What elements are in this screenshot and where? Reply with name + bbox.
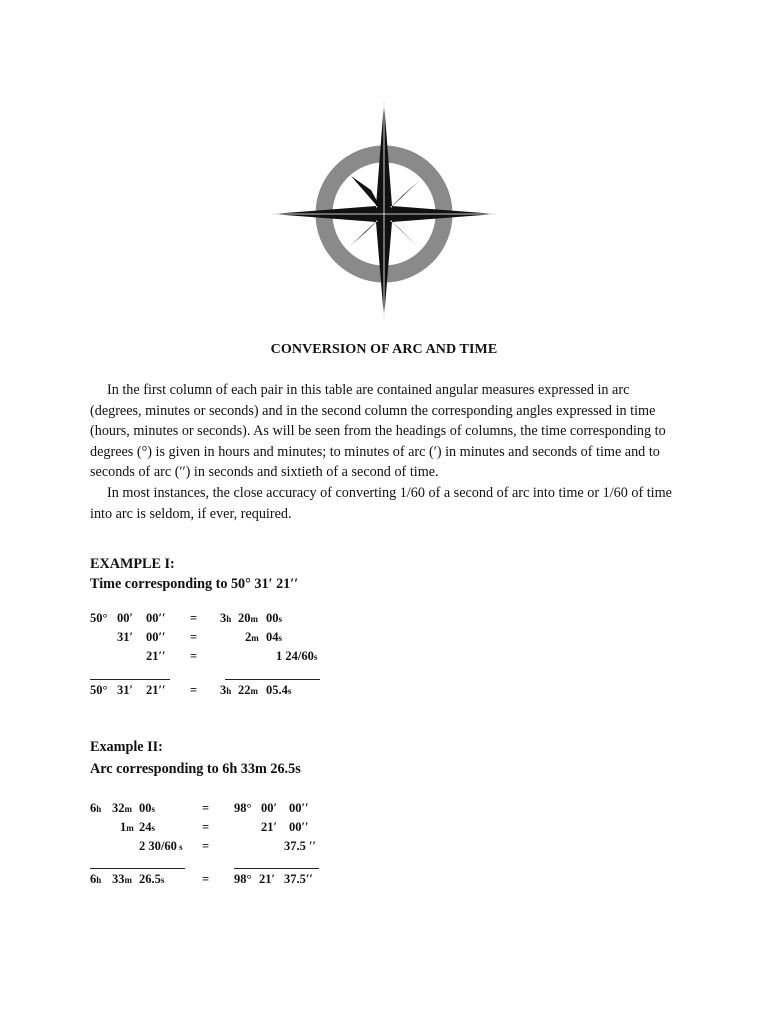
ex2-arc-sum-rule (234, 868, 319, 869)
compass-rose-icon (270, 100, 498, 320)
ex2-r2-arcsec: 00′′ (289, 820, 309, 834)
example1-subtitle: Time corresponding to 50° 31′ 21′′ (90, 576, 299, 592)
ex1-total-deg: 50° (90, 683, 108, 697)
ex2-r3-arcsec: 37.5 ′′ (284, 839, 317, 853)
ex1-r3-sec: 21′′ (146, 649, 166, 663)
ex2-r1-eq: = (202, 801, 210, 815)
page-title: CONVERSION OF ARC AND TIME (270, 342, 498, 357)
ex1-r1-min: 00′ (117, 611, 134, 625)
ex1-r1-time-min: 20m (238, 611, 258, 625)
ex1-total-time-h: 3h (220, 683, 232, 697)
ex1-time-sum-rule (225, 679, 320, 680)
ex2-time-sum-rule (90, 868, 185, 869)
ex2-r2-eq: = (202, 820, 210, 834)
ex1-arc-sum-rule (90, 679, 170, 680)
ex2-r1-min: 32m (112, 801, 132, 815)
ex1-r1-time: 3h (220, 611, 232, 625)
example2-label: Example II: (90, 739, 163, 755)
ex1-total-sec: 21′′ (146, 683, 166, 697)
ex2-total-deg: 98° (234, 872, 252, 886)
example1-label: EXAMPLE I: (90, 556, 175, 572)
ex1-r1-deg: 50° (90, 611, 108, 625)
ex1-r1-sec: 00′′ (146, 611, 166, 625)
ex1-r3-time-sec: 1 24/60s (276, 649, 318, 663)
ex2-total-h: 6h (90, 872, 102, 886)
ex2-r3-sec: 2 30/60 s (139, 839, 183, 853)
ex2-total-arcsec: 37.5′′ (284, 872, 313, 886)
ex1-r2-time-min: 2m (245, 630, 259, 644)
ex2-total-sec: 26.5s (139, 872, 165, 886)
ex1-total-time-sec: 05.4s (266, 683, 292, 697)
ex1-r2-min: 31′ (117, 630, 134, 644)
ex2-total-min: 33m (112, 872, 132, 886)
example2-subtitle: Arc corresponding to 6h 33m 26.5s (90, 761, 301, 777)
ex2-r1-deg: 98° (234, 801, 252, 815)
ex1-r1-eq: = (190, 611, 198, 625)
accuracy-paragraph: In most instances, the close accuracy of converting 1/60 of a second of arc into time or 1/60 of time into arc is seldom, if ever, required. (90, 485, 672, 522)
ex1-r1-time-sec: 00s (266, 611, 283, 625)
ex2-r2-min: 1m (120, 820, 134, 834)
ex1-r2-sec: 00′′ (146, 630, 166, 644)
ex2-r1-h: 6h (90, 801, 102, 815)
ex1-r3-eq: = (190, 649, 198, 663)
ex2-r3-eq: = (202, 839, 210, 853)
ex2-r1-arcmin: 00′ (261, 801, 278, 815)
intro-paragraph: In the first column of each pair in this table are contained angular measures expressed in arc (degrees, minutes or seconds) and in the second column the corresponding angles expressed in time (hours, minutes or seconds). As will be seen from the headings of columns, the time corresponding to degrees (°) is given in hours and minutes; to minutes of arc (′) in minutes and seconds of time and to seconds of arc (′′) in seconds and sixtieth of a second of time. (90, 382, 666, 481)
ex1-r2-eq: = (190, 630, 198, 644)
ex1-total-time-min: 22m (238, 683, 258, 697)
ex2-total-arcmin: 21′ (259, 872, 276, 886)
ex2-r2-sec: 24s (139, 820, 156, 834)
ex2-r1-sec: 00s (139, 801, 156, 815)
ex1-total-eq: = (190, 683, 198, 697)
ex1-r2-time-sec: 04s (266, 630, 283, 644)
ex2-total-eq: = (202, 872, 210, 886)
ex1-total-min: 31′ (117, 683, 134, 697)
ex2-r2-arcmin: 21′ (261, 820, 278, 834)
ex2-r1-arcsec: 00′′ (289, 801, 309, 815)
